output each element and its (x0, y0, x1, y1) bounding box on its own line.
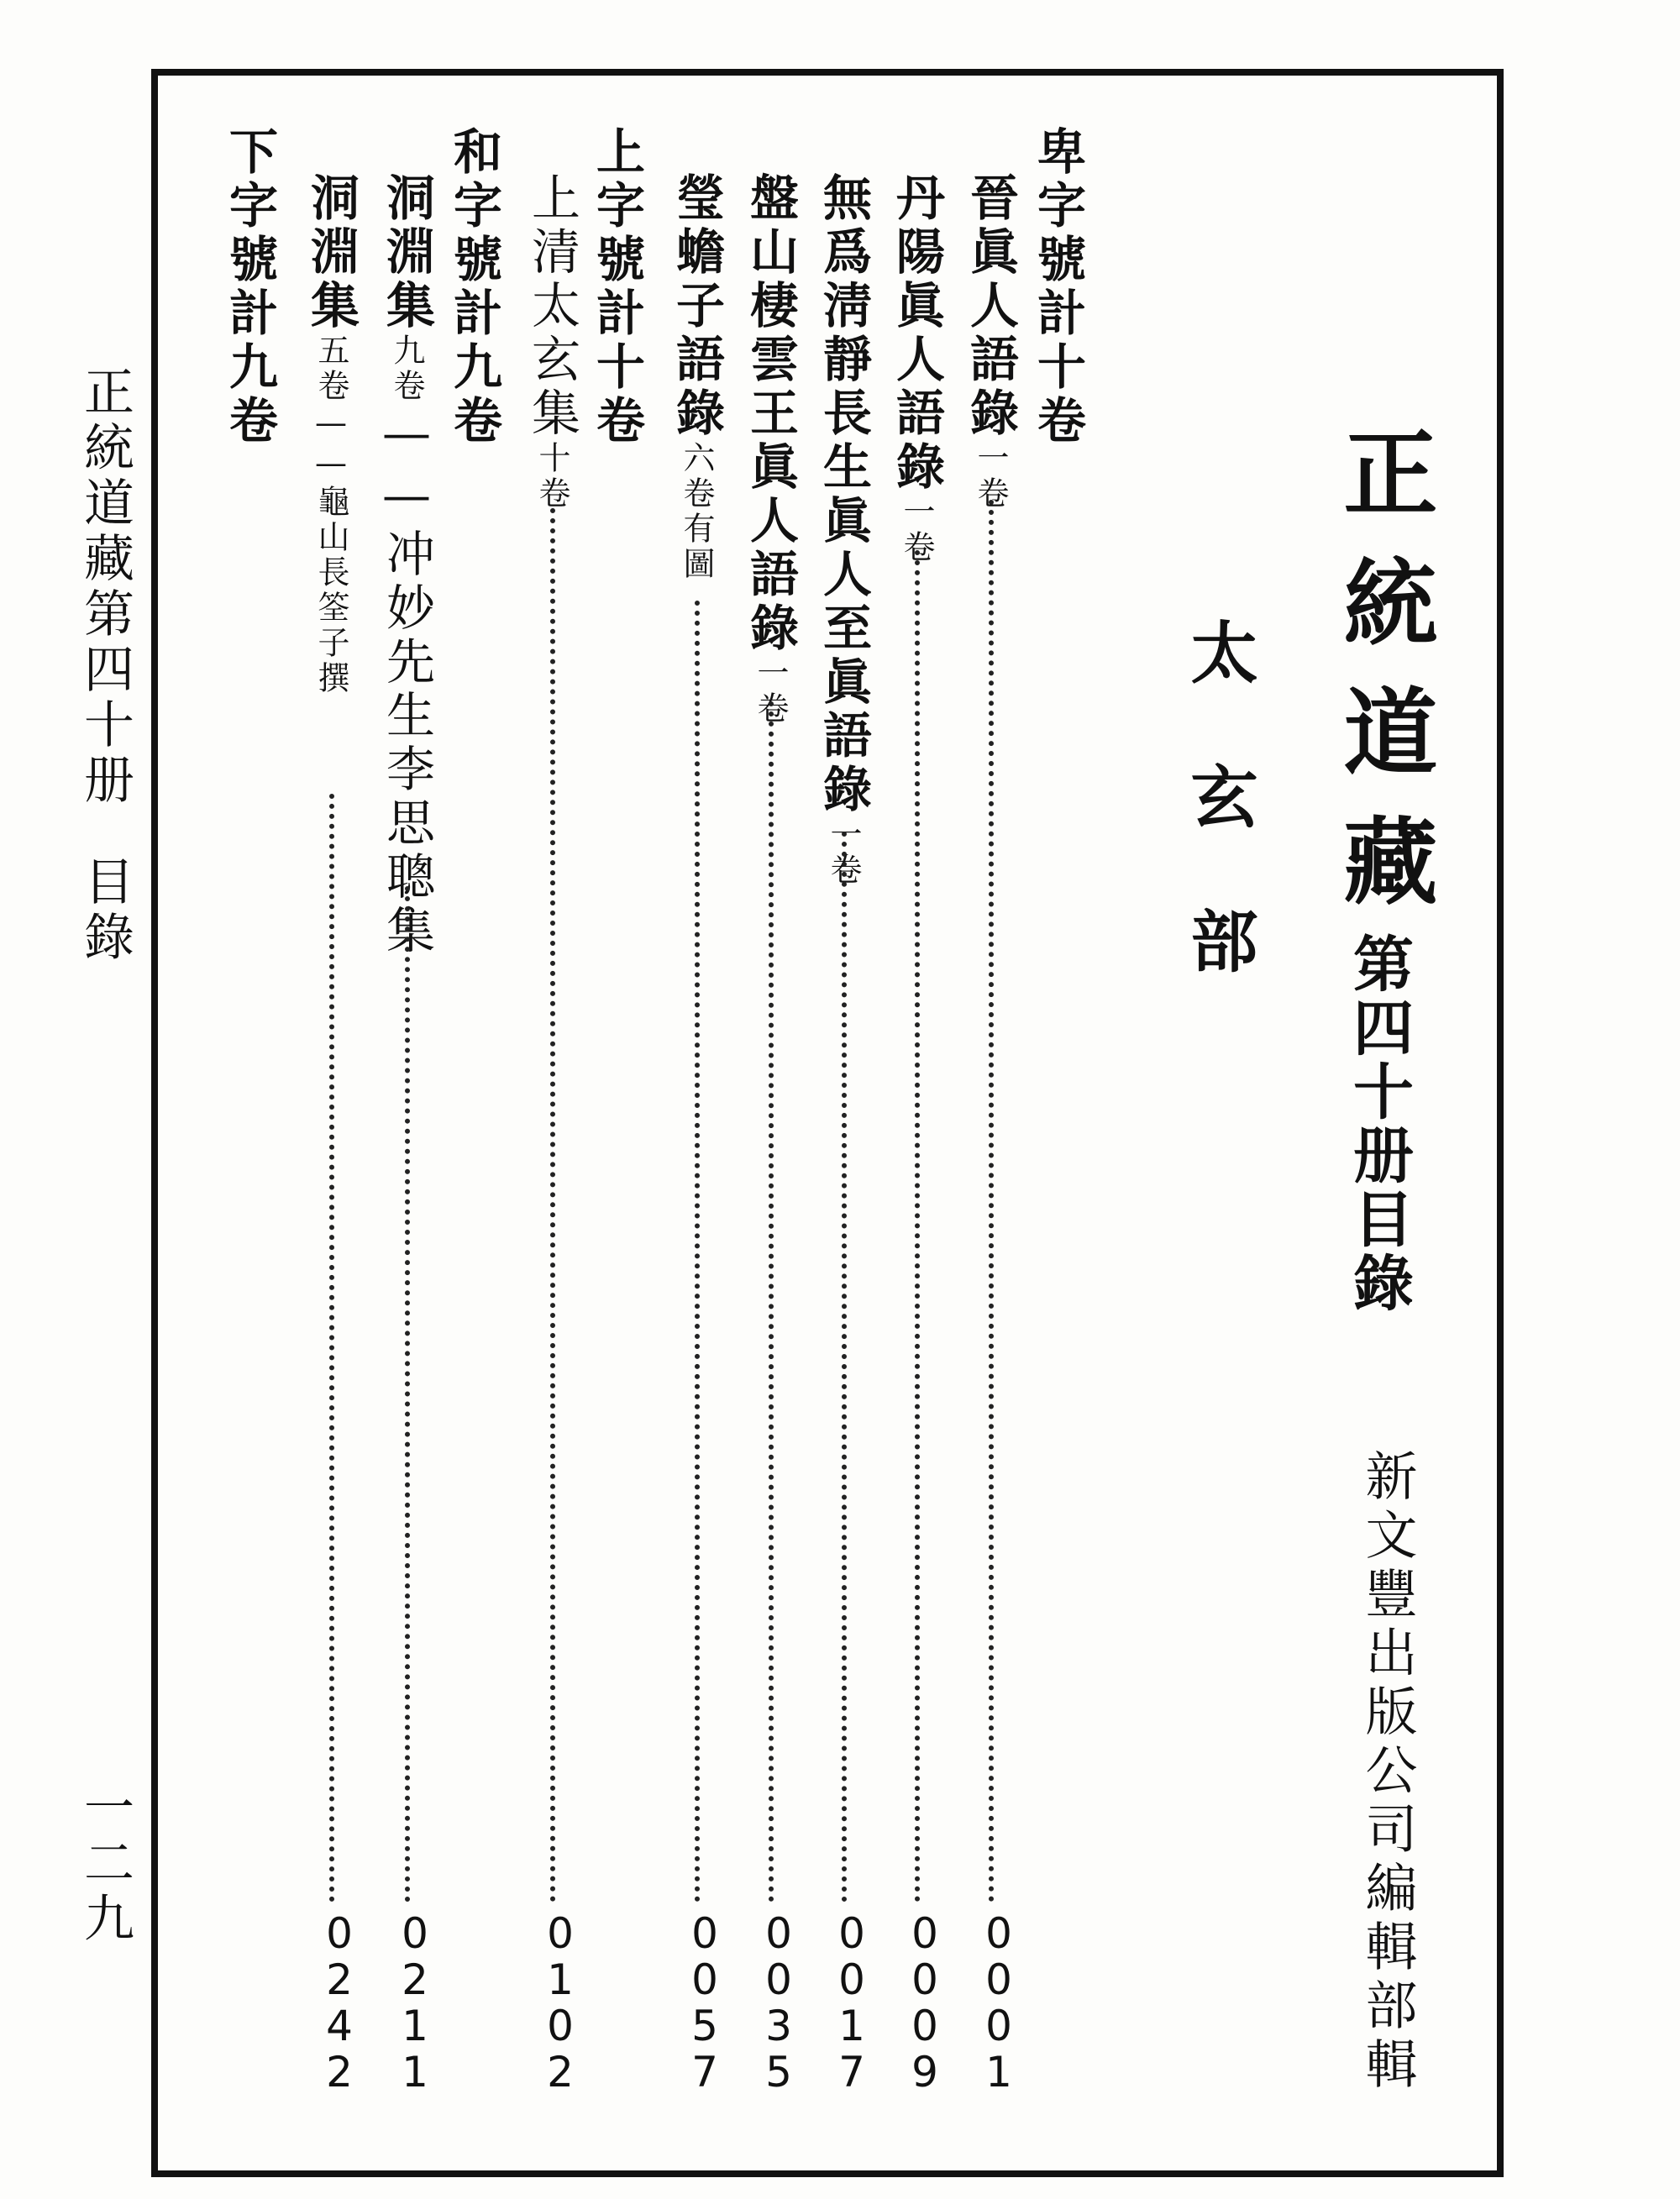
entry-title: 無爲淸靜長生眞人至眞語錄 (815, 172, 872, 817)
toc-entry[interactable] (815, 172, 872, 888)
toc-entry[interactable] (742, 172, 799, 727)
leader-dots (989, 500, 994, 1902)
entry-note: 十卷 (533, 441, 570, 512)
margin-book-title: 正統道藏第四十册目錄 (76, 365, 134, 966)
entry-note: 六卷有圖 (678, 441, 715, 582)
page-number[interactable]: 0 0 3 5 (765, 1909, 792, 2097)
leader-dots (405, 886, 410, 1902)
toc-entry[interactable] (962, 172, 1019, 512)
leader-dots (695, 601, 700, 1902)
page-number[interactable]: 0 2 4 2 (326, 1909, 353, 2097)
entry-note: 一卷 (972, 441, 1009, 512)
volume-title: 第四十册目錄 (1343, 932, 1414, 1315)
margin-page-number: 一二九 (76, 1781, 134, 1947)
group-header: 和字號計九卷 (445, 126, 502, 449)
entry-note: 九卷 (388, 333, 425, 404)
entry-title: 瑩蟾子語錄 (668, 172, 725, 441)
group-header: 上字號計十卷 (588, 126, 645, 449)
entry-title: 晉眞人語錄 (962, 172, 1019, 441)
entry-title: 上清太玄集 (523, 172, 580, 441)
toc-entry[interactable] (888, 172, 945, 565)
page-number[interactable]: 0 0 0 1 (985, 1909, 1012, 2097)
entry-title: 洞淵集 (378, 172, 435, 333)
page-number[interactable]: 0 0 5 7 (691, 1909, 718, 2097)
leader-dots (915, 550, 920, 1902)
entry-title: 盤山棲雲王眞人語錄 (742, 172, 799, 656)
entry-note: 一卷 (898, 495, 935, 565)
leader-dots (329, 794, 334, 1902)
entry-title: 洞淵集 (302, 172, 360, 333)
section-title: 太玄部 (1179, 617, 1257, 1051)
entry-note: 一卷 (752, 656, 789, 727)
page-number[interactable]: 0 1 0 2 (547, 1909, 574, 2097)
page-number[interactable]: 0 2 1 1 (402, 1909, 428, 2097)
publisher: 新文豐出版公司編輯部輯 (1357, 1449, 1418, 2096)
entry-note: 五卷 (312, 333, 349, 404)
leader-dots (769, 701, 774, 1902)
leader-dots (550, 508, 555, 1902)
group-header: 下字號計九卷 (221, 126, 278, 449)
collection-title: 正統道藏 (1328, 424, 1437, 942)
entry-author: ——冲妙先生李思聰集 (378, 404, 435, 958)
page-number[interactable]: 0 0 1 7 (838, 1909, 865, 2097)
entry-title: 丹陽眞人語錄 (888, 172, 945, 495)
page-number[interactable]: 0 0 0 9 (911, 1909, 938, 2097)
leader-dots (842, 832, 847, 1902)
group-header: 卑字號計十卷 (1029, 126, 1086, 449)
toc-entry[interactable] (523, 172, 580, 512)
entry-note: 一卷 (825, 817, 862, 888)
toc-entry[interactable] (378, 172, 435, 958)
entry-author: ——龜山長筌子撰 (312, 404, 349, 696)
toc-entry[interactable] (668, 172, 725, 582)
toc-entry[interactable] (302, 172, 360, 696)
